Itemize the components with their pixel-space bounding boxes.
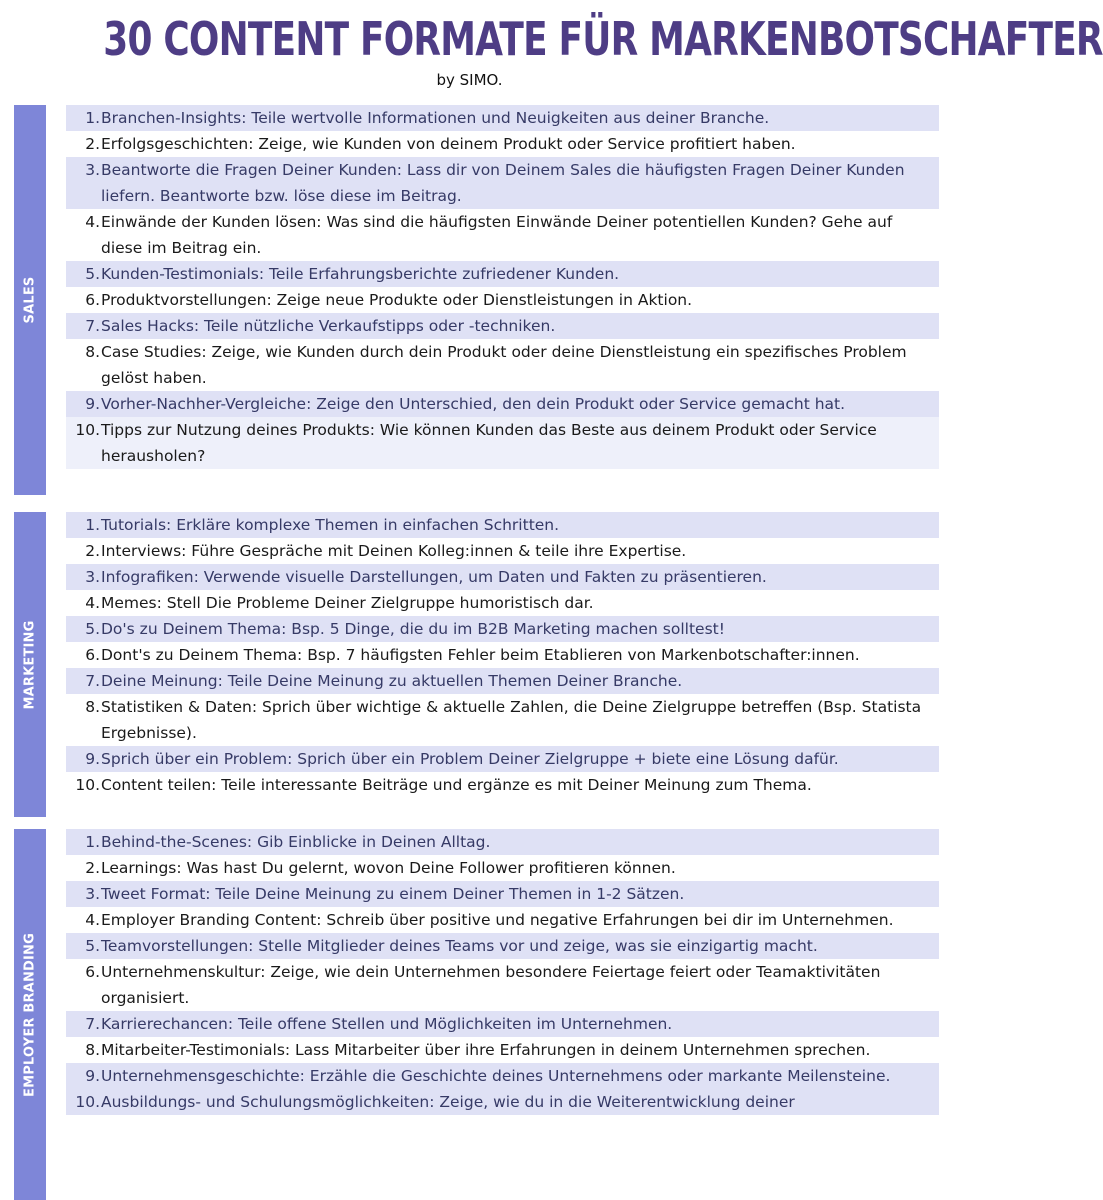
list-item	[66, 1063, 939, 1089]
item-text: Behind-the-Scenes: Gib Einblicke in Deinen Alltag.	[101, 833, 491, 851]
item-number: 8.	[85, 343, 100, 361]
item-number: 4.	[85, 594, 100, 612]
item-text: Mitarbeiter-Testimonials: Lass Mitarbeiter über ihre Erfahrungen in deinem Unternehmen sprechen.	[101, 1041, 871, 1059]
item-text: Teamvorstellungen: Stelle Mitglieder deines Teams vor und zeige, was sie einzigartig macht.	[101, 937, 818, 955]
item-number: 2.	[85, 135, 100, 153]
item-text: Vorher-Nachher-Vergleiche: Zeige den Unterschied, den dein Produkt oder Service gemacht hat.	[101, 395, 846, 413]
list-item	[66, 959, 939, 1011]
list-item	[66, 642, 939, 668]
item-text: Karrierechancen: Teile offene Stellen und Möglichkeiten im Unternehmen.	[101, 1015, 673, 1033]
list-item	[66, 1089, 939, 1115]
list-item	[66, 157, 939, 209]
list-item	[66, 131, 939, 157]
item-text: Beantworte die Fragen Deiner Kunden: Lass dir von Deinem Sales die häufigsten Fragen Deiner Kunden liefern. Beantworte bzw. löse diese im Beitrag.	[101, 161, 905, 205]
item-text: Einwände der Kunden lösen: Was sind die häufigsten Einwände Deiner potentiellen Kunden? Gehe auf diese im Beitrag ein.	[101, 213, 893, 257]
item-number: 1.	[85, 833, 100, 851]
item-text: Produktvorstellungen: Zeige neue Produkte oder Dienstleistungen in Aktion.	[101, 291, 693, 309]
item-number: 8.	[85, 698, 100, 716]
list-item	[66, 855, 939, 881]
item-text: Dont's zu Deinem Thema: Bsp. 7 häufigsten Fehler beim Etablieren von Markenbotschafter:innen.	[101, 646, 860, 664]
item-number: 9.	[85, 1067, 100, 1085]
item-list	[66, 512, 939, 798]
list-item	[66, 105, 939, 131]
item-number: 5.	[85, 265, 100, 283]
item-text: Ausbildungs- und Schulungsmöglichkeiten: Zeige, wie du in die Weiterentwicklung deiner	[101, 1093, 795, 1111]
list-item	[66, 933, 939, 959]
item-text: Content teilen: Teile interessante Beiträge und ergänze es mit Deiner Meinung zum Thema.	[101, 776, 812, 794]
page-title: 30 CONTENT FORMATE FÜR MARKENBOTSCHAFTER	[103, 12, 1103, 66]
item-number: 2.	[85, 859, 100, 877]
item-number: 3.	[85, 568, 100, 586]
list-item	[66, 512, 939, 538]
item-text: Sales Hacks: Teile nützliche Verkaufstipps oder -techniken.	[101, 317, 556, 335]
item-number: 8.	[85, 1041, 100, 1059]
list-item	[66, 209, 939, 261]
list-item	[66, 313, 939, 339]
item-number: 9.	[85, 750, 100, 768]
list-item	[66, 907, 939, 933]
page-subtitle: by SIMO.	[436, 71, 503, 89]
list-item	[66, 616, 939, 642]
item-text: Do's zu Deinem Thema: Bsp. 5 Dinge, die du im B2B Marketing machen solltest!	[101, 620, 725, 638]
list-item	[66, 881, 939, 907]
list-item	[66, 590, 939, 616]
section-label: MARKETING	[22, 619, 38, 710]
item-number: 1.	[85, 516, 100, 534]
item-text: Unternehmensgeschichte: Erzähle die Geschichte deines Unternehmens oder markante Meilensteine.	[101, 1067, 891, 1085]
list-item	[66, 1037, 939, 1063]
list-item	[66, 287, 939, 313]
item-number: 6.	[85, 291, 100, 309]
list-item	[66, 564, 939, 590]
item-text: Learnings: Was hast Du gelernt, wovon Deine Follower profitieren können.	[101, 859, 676, 877]
list-item	[66, 829, 939, 855]
item-text: Tipps zur Nutzung deines Produkts: Wie können Kunden das Beste aus deinem Produkt oder Service herausholen?	[101, 421, 877, 465]
item-text: Tutorials: Erkläre komplexe Themen in einfachen Schritten.	[101, 516, 560, 534]
item-text: Erfolgsgeschichten: Zeige, wie Kunden von deinem Produkt oder Service profitiert haben.	[101, 135, 796, 153]
item-number: 7.	[85, 672, 100, 690]
list-item	[66, 417, 939, 469]
item-number: 3.	[85, 885, 100, 903]
item-text: Unternehmenskultur: Zeige, wie dein Unternehmen besondere Feiertage feiert oder Teamaktivitäten organisiert.	[101, 963, 881, 1007]
item-number: 5.	[85, 620, 100, 638]
list-item	[66, 391, 939, 417]
section-label-bar	[14, 105, 46, 495]
item-text: Kunden-Testimonials: Teile Erfahrungsberichte zufriedener Kunden.	[101, 265, 620, 283]
item-text: Sprich über ein Problem: Sprich über ein Problem Deiner Zielgruppe + biete eine Lösung dafür.	[101, 750, 839, 768]
item-number: 3.	[85, 161, 100, 179]
item-number: 7.	[85, 317, 100, 335]
item-text: Deine Meinung: Teile Deine Meinung zu aktuellen Themen Deiner Branche.	[101, 672, 683, 690]
list-item	[66, 694, 939, 746]
list-item	[66, 746, 939, 772]
section-label: EMPLOYER BRANDING	[22, 932, 38, 1097]
section-label: SALES	[22, 276, 38, 324]
item-number: 2.	[85, 542, 100, 560]
item-number: 1.	[85, 109, 100, 127]
item-number: 7.	[85, 1015, 100, 1033]
item-text: Case Studies: Zeige, wie Kunden durch dein Produkt oder deine Dienstleistung ein spezifisches Problem gelöst haben.	[101, 343, 907, 387]
list-item	[66, 772, 939, 798]
item-text: Statistiken & Daten: Sprich über wichtige & aktuelle Zahlen, die Deine Zielgruppe betreffen (Bsp. Statista Ergebnisse).	[101, 698, 922, 742]
item-number: 6.	[85, 963, 100, 981]
list-item	[66, 1011, 939, 1037]
item-text: Employer Branding Content: Schreib über positive und negative Erfahrungen bei dir im Unternehmen.	[101, 911, 894, 929]
item-list	[66, 105, 939, 469]
item-number: 6.	[85, 646, 100, 664]
item-text: Infografiken: Verwende visuelle Darstellungen, um Daten und Fakten zu präsentieren.	[101, 568, 767, 586]
item-text: Memes: Stell Die Probleme Deiner Zielgruppe humoristisch dar.	[101, 594, 594, 612]
list-item	[66, 261, 939, 287]
list-item	[66, 668, 939, 694]
section-label-bar	[14, 829, 46, 1200]
item-number: 10.	[75, 421, 100, 439]
item-number: 9.	[85, 395, 100, 413]
item-number: 10.	[75, 1093, 100, 1111]
list-item	[66, 339, 939, 391]
item-list	[66, 829, 939, 1115]
item-text: Branchen-Insights: Teile wertvolle Informationen und Neuigkeiten aus deiner Branche.	[101, 109, 770, 127]
item-number: 5.	[85, 937, 100, 955]
item-number: 4.	[85, 911, 100, 929]
item-number: 4.	[85, 213, 100, 231]
item-text: Tweet Format: Teile Deine Meinung zu einem Deiner Themen in 1-2 Sätzen.	[101, 885, 685, 903]
list-item	[66, 538, 939, 564]
item-text: Interviews: Führe Gespräche mit Deinen Kolleg:innen & teile ihre Expertise.	[101, 542, 687, 560]
section-label-bar	[14, 512, 46, 817]
item-number: 10.	[75, 776, 100, 794]
